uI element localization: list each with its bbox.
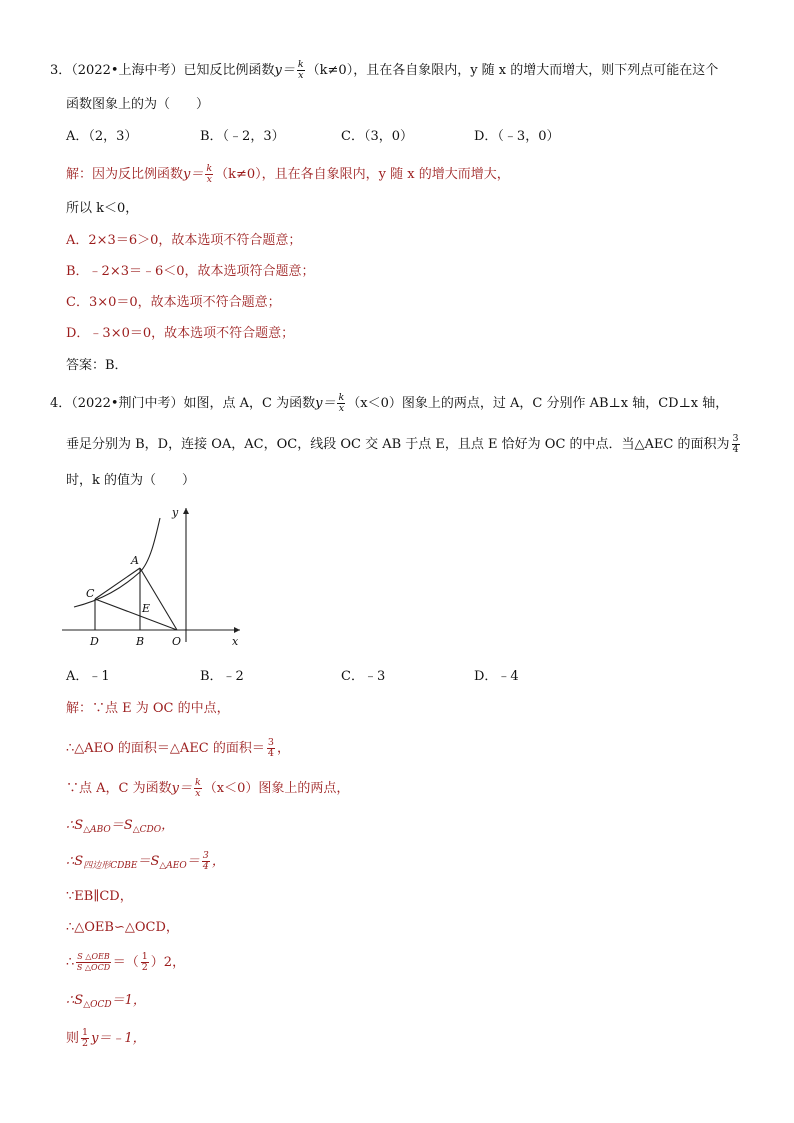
- q4-sol4-b: ＝S: [110, 818, 133, 833]
- q3-solution-line5: C．3×0＝0，故本选项不符合题意；: [66, 295, 281, 310]
- y-axis-arrow-icon: [183, 508, 189, 514]
- q4-sol9-sub: △OCD: [83, 1000, 112, 1010]
- q4-sol10-half-num: 1: [82, 1027, 89, 1038]
- q4-sol5-sub1: 四边形CDBE: [83, 861, 138, 871]
- q3-sol-frac-num: k: [206, 163, 213, 174]
- label-a: A: [131, 554, 139, 567]
- q3-fraction-k-over-x: [297, 60, 305, 81]
- segment-ac: [95, 568, 140, 599]
- label-b: B: [136, 635, 145, 648]
- segment-oa: [140, 568, 177, 630]
- q4-stem-line2: [66, 434, 742, 455]
- q4-solution-line1: 解：∵点 E 为 OC 的中点，: [66, 701, 230, 716]
- q4-sol8-half-den: 2: [141, 962, 148, 973]
- q4-solution-line6: ∵EB∥CD，: [66, 889, 133, 904]
- q4-sol10-half-fraction: [81, 1028, 89, 1049]
- q4-sol8-pre: ∴: [66, 955, 75, 970]
- q4-sol9-a: ∴S: [66, 993, 84, 1008]
- q4-sol5-b: ＝S: [137, 854, 160, 869]
- q4-sol5-frac-num: 3: [202, 850, 209, 861]
- q4-sol8-half-fraction: [141, 952, 149, 973]
- q4-stem-text-b: （x＜0）图象上的两点，过 A，C 分别作 AB⊥x 轴，CD⊥x 轴，: [347, 396, 729, 411]
- q4-stem-line3: 时，k 的值为（ ）: [66, 473, 196, 488]
- q4-stem-text-a: 4．（2022•荆门中考）如图，点 A，C 为函数: [50, 396, 316, 411]
- q4-solution-line2: ∴△AEO 的面积＝△AEC 的面积＝ $\frac{3}{4}$ ，: [66, 737, 290, 759]
- q4-fraction-k-over-x: [337, 393, 345, 414]
- q4-frac-num: k: [338, 392, 345, 403]
- label-e: E: [142, 602, 151, 615]
- q3-option-a: A．（2，3）: [66, 129, 138, 144]
- x-axis-arrow-icon: [234, 627, 240, 633]
- q3-stem-line2: 函数图象上的为（ ）: [66, 97, 210, 112]
- q4-sol4-sub1: △ABO: [83, 825, 111, 835]
- q3-sol1-a: 解：因为反比例函数: [66, 167, 184, 182]
- q4-sol3-y-eq: y＝: [171, 781, 192, 796]
- q4-sol4-a: ∴S: [66, 818, 84, 833]
- q4-sol8-mid: ＝（: [112, 955, 139, 970]
- q4-option-d: D．﹣4: [474, 669, 519, 684]
- q4-frac34-den: 4: [732, 444, 739, 455]
- q3-option-d: D．（﹣3，0）: [474, 129, 560, 144]
- q3-frac-den: x: [298, 70, 304, 81]
- q4-option-b: B．﹣2: [200, 669, 244, 684]
- q4-sol4-sub2: △CDO: [132, 825, 162, 835]
- q4-stem-line1: [50, 393, 728, 414]
- q3-sol1-b: （k≠0），且在各自象限内，y 随 x 的增大而增大，: [215, 167, 510, 182]
- q4-sol8-half-num: 1: [141, 951, 148, 962]
- q4-fraction-3-4: [732, 434, 740, 455]
- q4-sol5-c: ＝: [186, 854, 200, 869]
- q4-sol8-num: S △OEB: [77, 952, 110, 961]
- q4-sol4-c: ，: [161, 818, 175, 833]
- q4-solution-line10: [66, 1028, 146, 1049]
- q3-solution-line2: 所以 k＜0，: [66, 201, 139, 216]
- q3-sol-fraction: [205, 164, 213, 185]
- q4-sol8-end: ）2，: [150, 955, 186, 970]
- q4-sol8-ratio-fraction: [76, 952, 110, 973]
- q3-option-c: C．（3，0）: [341, 129, 413, 144]
- q4-option-c: C．﹣3: [341, 669, 386, 684]
- q4-sol5-fraction: [202, 851, 210, 872]
- label-d: D: [90, 635, 99, 648]
- q3-stem-text-a: 3．（2022•上海中考）已知反比例函数: [50, 63, 275, 78]
- segment-oc: [95, 599, 177, 630]
- q4-solution-line7: ∴△OEB∽△OCD，: [66, 920, 179, 935]
- q4-sol2-frac-num: 3: [267, 737, 274, 748]
- q3-solution-line3: A．2×3＝6＞0，故本选项不符合题意；: [66, 233, 302, 248]
- q4-frac-den: x: [338, 403, 345, 414]
- q4-sol8-den: S △OCD: [76, 963, 111, 972]
- label-o: O: [172, 635, 182, 648]
- q3-y-eq: y＝: [274, 63, 295, 78]
- q4-option-a: A．﹣1: [66, 669, 110, 684]
- q4-sol5-a: ∴S: [66, 854, 84, 869]
- q4-sol10-b: y＝﹣1，: [91, 1031, 146, 1046]
- q4-y-eq: y＝: [315, 396, 336, 411]
- label-y: y: [172, 506, 179, 519]
- q4-sol3-frac-num: k: [194, 777, 201, 788]
- label-c: C: [86, 587, 95, 600]
- q3-sol1-y-eq: y＝: [183, 167, 204, 182]
- q4-sol9-b: ＝1，: [111, 993, 146, 1008]
- q4-sol5-frac-den: 4: [202, 861, 209, 872]
- q3-sol-frac-den: x: [206, 174, 212, 185]
- q4-frac34-num: 3: [732, 433, 739, 444]
- q4-sol3-frac-den: x: [195, 788, 201, 799]
- q4-sol3-fraction: [194, 778, 202, 799]
- q4-sol3-b: （x＜0）图象上的两点，: [203, 781, 350, 796]
- q4-sol3-a: ∵点 A，C 为函数: [66, 781, 172, 796]
- q3-frac-num: k: [297, 59, 304, 70]
- q4-sol10-a: 则: [66, 1031, 80, 1046]
- q4-solution-line3: [66, 778, 349, 799]
- q4-sol2-frac-den: 4: [267, 748, 274, 759]
- q4-sol2-fraction: [267, 738, 275, 759]
- q4-sol5-sub2: △AEO: [159, 861, 187, 871]
- q3-stem-line1: [50, 60, 718, 81]
- q3-stem-text-b: （k≠0），且在各自象限内，y 随 x 的增大而增大，则下列点可能在这个: [306, 63, 719, 78]
- q3-option-b: B．（﹣2，3）: [200, 129, 285, 144]
- q3-solution-line1: [66, 164, 510, 185]
- q4-figure: [62, 500, 252, 650]
- label-x: x: [232, 635, 239, 648]
- q4-sol2-text: ∴△AEO 的面积＝△AEC 的面积＝: [66, 741, 265, 756]
- q4-solution-line4: [66, 817, 174, 839]
- q3-solution-line6: D．﹣3×0＝0，故本选项不符合题意；: [66, 326, 295, 341]
- q4-sol10-half-den: 2: [82, 1038, 89, 1049]
- q3-solution-line4: B．﹣2×3＝﹣6＜0，故本选项符合题意；: [66, 264, 315, 279]
- q3-answer: 答案：B．: [66, 358, 128, 373]
- q4-stem-line2-text: 垂足分别为 B，D，连接 OA，AC，OC，线段 OC 交 AB 于点 E，且点 E 恰好为 OC 的中点．当△AEC 的面积为: [66, 437, 730, 452]
- q4-solution-line5: $\therefore S_{四边形CDBE}=S_{\triangle AEO}=$ $\frac{3}{4}$ ，: [66, 850, 225, 872]
- q4-solution-line9: [66, 992, 146, 1014]
- q4-solution-line8: [66, 952, 185, 973]
